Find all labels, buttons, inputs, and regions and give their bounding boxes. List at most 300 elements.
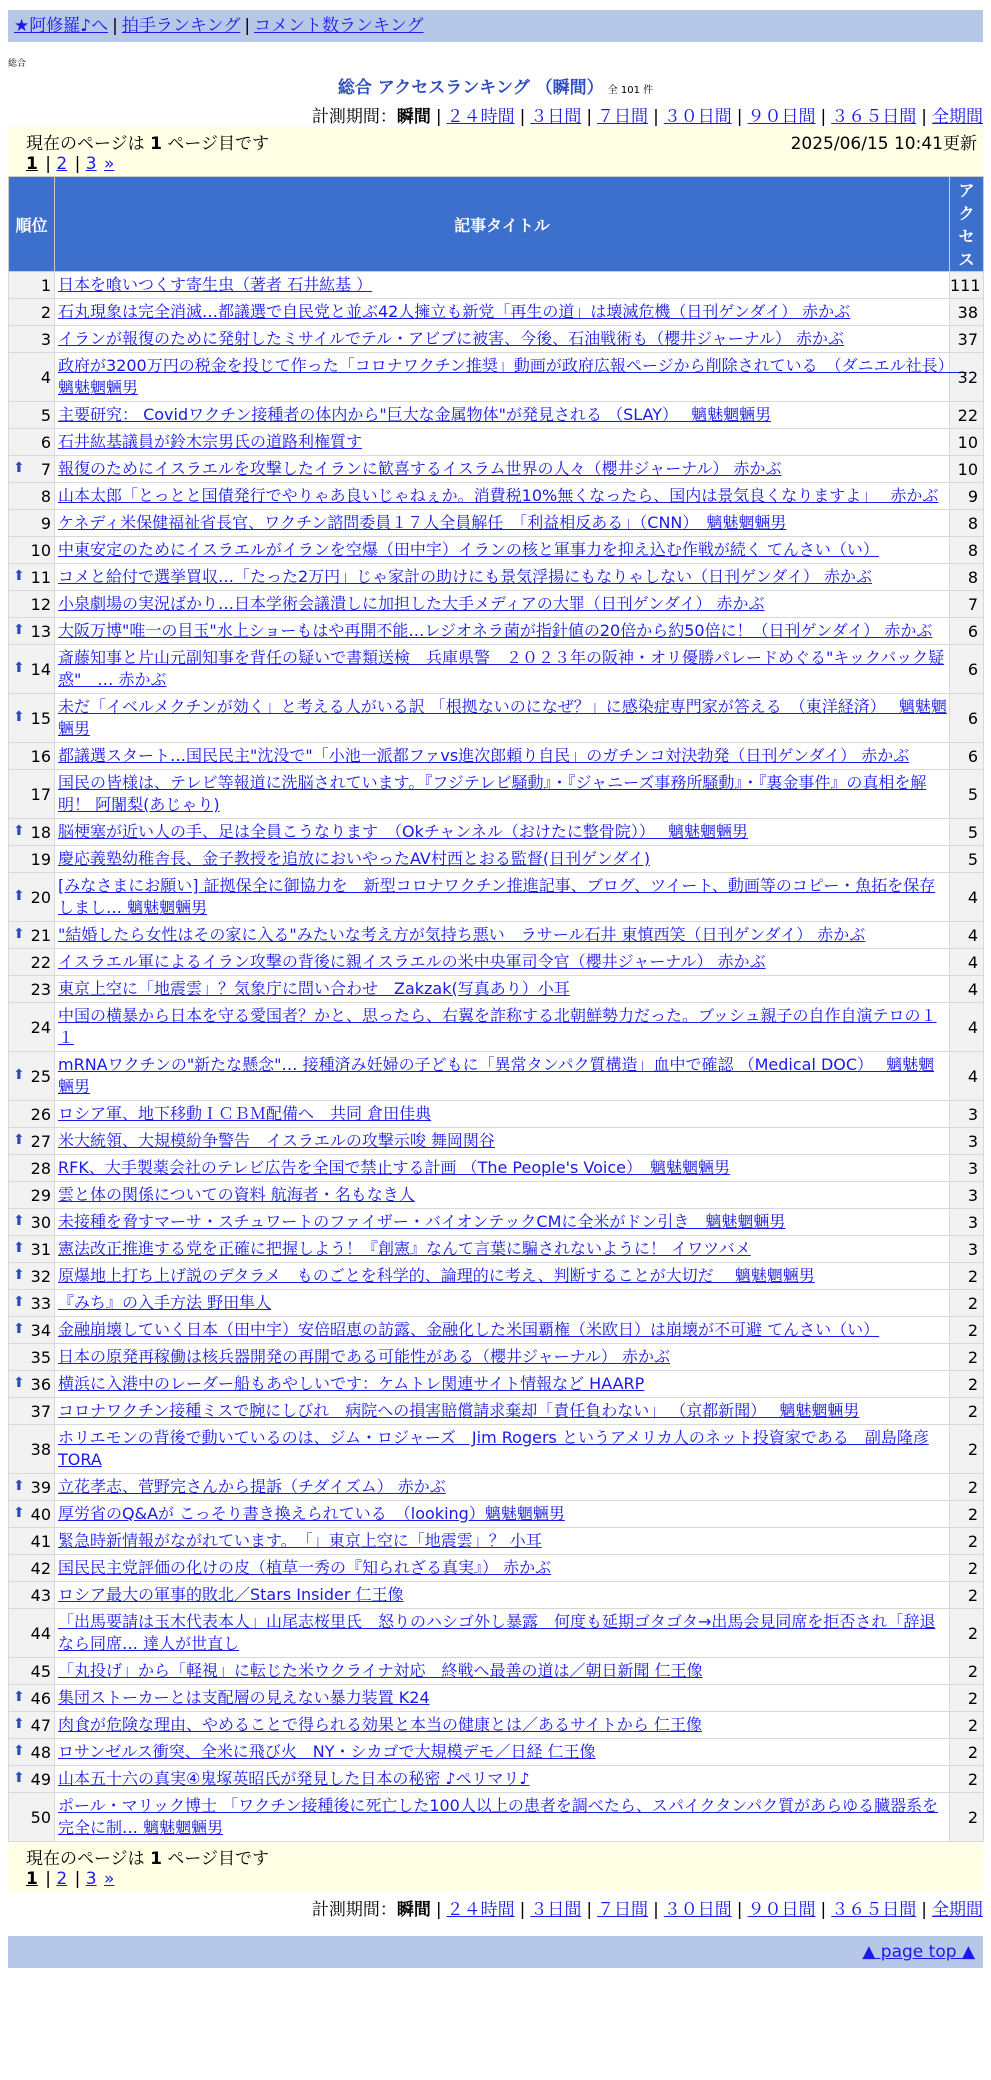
up-arrow-icon: ⬆ — [13, 708, 25, 725]
table-row — [9, 1371, 984, 1398]
article-link[interactable]: RFK、大手製薬会社のテレビ広告を全国で禁止する計画 （The People's Voice） 魑魅魍魎男 — [58, 1158, 730, 1177]
rank-number: 43 — [30, 1585, 51, 1605]
rank-number: 42 — [30, 1558, 51, 1578]
pagination-top — [8, 127, 983, 176]
access-cell: 3 — [950, 1128, 984, 1155]
up-arrow-icon: ⬆ — [13, 822, 25, 839]
period-option[interactable]: ３日間 — [530, 107, 582, 127]
article-link[interactable]: [みなさまにお願い] 証拠保全に御協力を 新型コロナワクチン推進記事、ブログ、ツイート、動画等のコピー・魚拓を保存しまし… 魑魅魍魎男 — [58, 876, 936, 917]
period-option[interactable]: ２４時間 — [446, 1900, 515, 1920]
rank-cell — [9, 1425, 55, 1474]
table-row — [9, 1052, 984, 1101]
access-cell: 38 — [950, 299, 984, 326]
rank-number: 18 — [30, 822, 51, 842]
access-cell: 22 — [950, 402, 984, 429]
article-link[interactable]: 主要研究： Covidワクチン接種者の体内から"巨大な金属物体"が発見される （SLAY） 魑魅魍魎男 — [58, 405, 772, 424]
rank-number: 25 — [30, 1066, 51, 1086]
rank-number: 9 — [40, 513, 51, 533]
title-cell — [55, 1209, 950, 1236]
rank-cell — [9, 1582, 55, 1609]
rank-number: 35 — [30, 1347, 51, 1367]
table-row — [9, 429, 984, 456]
article-link[interactable]: 石丸現象は完全消滅…都議選で自民党と並ぶ42人擁立も新党「再生の道」は壊滅危機（日刊ゲンダイ） 赤かぶ — [58, 302, 851, 321]
page-info — [26, 129, 269, 154]
table-row — [9, 819, 984, 846]
rank-number: 45 — [30, 1661, 51, 1681]
up-arrow-icon: ⬆ — [13, 1212, 25, 1229]
article-link[interactable]: 日本を喰いつくす寄生虫（著者 石井紘基 ） — [58, 275, 373, 294]
access-cell: 4 — [950, 976, 984, 1003]
table-row — [9, 1182, 984, 1209]
title-cell — [55, 1371, 950, 1398]
rank-number: 44 — [30, 1623, 51, 1643]
period-option[interactable]: 全期間 — [932, 1900, 983, 1920]
article-link[interactable]: 斎藤知事と片山元副知事を背任の疑いで書類送検 兵庫県警 ２０２３年の阪神・オリ優勝パレードめぐる"キックバック疑惑" … 赤かぶ — [58, 648, 945, 689]
rank-number: 49 — [30, 1769, 51, 1789]
period-option[interactable]: 全期間 — [932, 107, 983, 127]
page-info-row — [26, 1844, 977, 1869]
period-selector-bottom — [8, 1895, 983, 1920]
title-cell — [55, 819, 950, 846]
access-cell: 5 — [950, 846, 984, 873]
table-row — [9, 326, 984, 353]
period-option[interactable]: ７日間 — [597, 1900, 649, 1920]
rank-cell — [9, 1344, 55, 1371]
rank-cell — [9, 1317, 55, 1344]
title-cell — [55, 1474, 950, 1501]
table-row — [9, 1209, 984, 1236]
access-cell: 6 — [950, 618, 984, 645]
table-row — [9, 510, 984, 537]
article-link[interactable]: ロサンゼルス衝突、全米に飛び火 NY・シカゴで大規模デモ／日経 仁王像 — [58, 1742, 596, 1761]
article-link[interactable]: 山本太郎「とっとと国債発行でやりゃあ良いじゃねぇか。消費税10%無くなったら、国内は景気良くなりますよ」 赤かぶ — [58, 486, 939, 505]
separator: | — [653, 107, 659, 127]
comment-ranking-link[interactable]: コメント数ランキング — [254, 16, 424, 36]
title-cell — [55, 1739, 950, 1766]
table-row — [9, 1128, 984, 1155]
up-arrow-icon: ⬆ — [13, 1742, 25, 1759]
article-link[interactable]: 都議選スタート…国民民主"沈没で"「小池一派都ファvs進次郎頼り自民」のガチンコ対決勃発（日刊ゲンダイ） 赤かぶ — [58, 746, 910, 765]
title-cell — [55, 537, 950, 564]
rank-number: 23 — [30, 979, 51, 999]
period-option[interactable]: ３０日間 — [663, 1900, 732, 1920]
table-row — [9, 1685, 984, 1712]
access-cell: 2 — [950, 1712, 984, 1739]
rank-cell — [9, 299, 55, 326]
rank-cell — [9, 846, 55, 873]
article-link[interactable]: 「出馬要請は玉木代表本人」山尾志桜里氏 怒りのハシゴ外し暴露 何度も延期ゴタゴタ→出馬会見同席を拒否され「辞退なら同席… 達人が世直し — [58, 1612, 936, 1653]
title-cell — [55, 1501, 950, 1528]
rank-number: 32 — [30, 1266, 51, 1286]
title-text: 総合 アクセスランキング （瞬間） — [337, 78, 604, 98]
table-row — [9, 1739, 984, 1766]
access-cell: 2 — [950, 1555, 984, 1582]
article-link[interactable]: 山本五十六の真実④鬼塚英昭氏が発見した日本の秘密 ♪ペリマリ♪ — [58, 1769, 530, 1788]
page-link[interactable]: 3 — [85, 1869, 97, 1889]
article-link[interactable]: 原爆地上打ち上げ説のデタラメ ものごとを科学的、論理的に考え、判断することが大切だ 魑魅魍魎男 — [58, 1266, 815, 1285]
article-link[interactable]: ケネディ米保健福祉省長官、ワクチン諮問委員１７人全員解任 「利益相反ある」（CNN） 魑魅魍魎男 — [58, 513, 787, 532]
title-cell — [55, 1290, 950, 1317]
access-cell: 8 — [950, 510, 984, 537]
table-row — [9, 353, 984, 402]
separator: | — [435, 107, 442, 127]
page-info-current: 1 — [150, 134, 162, 154]
rank-cell — [9, 1739, 55, 1766]
period-label: 計測期間： — [311, 1900, 397, 1920]
separator: | — [921, 1900, 927, 1920]
title-cell — [55, 1052, 950, 1101]
access-cell: 32 — [950, 353, 984, 402]
title-cell — [55, 873, 950, 922]
article-link[interactable]: 「丸投げ」から「軽視」に転じた米ウクライナ対応 終戦へ最善の道は／朝日新聞 仁王像 — [58, 1661, 703, 1680]
article-link[interactable]: 雲と体の関係についての資料 航海者・名もなき人 — [58, 1185, 415, 1204]
separator: | — [586, 107, 593, 127]
rank-number: 27 — [30, 1131, 51, 1151]
clap-ranking-link[interactable]: 拍手ランキング — [121, 16, 241, 36]
table-row — [9, 949, 984, 976]
up-arrow-icon: ⬆ — [13, 1293, 25, 1310]
rank-number: 41 — [30, 1531, 51, 1551]
rank-number: 17 — [30, 784, 51, 804]
table-row — [9, 564, 984, 591]
access-cell: 2 — [950, 1398, 984, 1425]
article-link[interactable]: イランが報復のために発射したミサイルでテル・アビブに被害、今後、石油戦術も（櫻井ジャーナル） 赤かぶ — [58, 329, 845, 348]
separator: | — [586, 1900, 593, 1920]
page-links — [26, 1869, 977, 1889]
period-option[interactable]: ３０日間 — [663, 107, 732, 127]
access-cell: 6 — [950, 645, 984, 694]
page-info-before: 現在のページは — [26, 134, 151, 154]
title-cell — [55, 402, 950, 429]
title-cell — [55, 743, 950, 770]
article-link[interactable]: コメと給付で選挙買収…「たった2万円」じゃ家計の助けにも景気浮揚にもなりゃしない（日刊ゲンダイ） 赤かぶ — [58, 567, 872, 586]
rank-cell — [9, 743, 55, 770]
article-link[interactable]: ホリエモンの背後で動いているのは、ジム・ロジャーズ Jim Rogers というアメリカ人のネット投資家である 副島隆彦 TORA — [58, 1428, 929, 1469]
title-cell — [55, 1528, 950, 1555]
table-row — [9, 645, 984, 694]
separator: | — [519, 1900, 526, 1920]
article-link[interactable]: 政府が3200万円の税金を投じて作った「コロナワクチン推奨」動画が政府広報ページから削除されている （ダニエル社長） 魑魅魍魎男 — [58, 356, 967, 397]
article-link[interactable]: 金融崩壊していく日本（田中宇）安倍昭恵の訪露、金融化した米国覇権（米欧日）は崩壊が不可避 てんさい（い） — [58, 1320, 880, 1339]
separator: | — [39, 154, 57, 174]
page-top-link[interactable]: ▲ page top ▲ — [862, 1942, 975, 1962]
rank-cell — [9, 770, 55, 819]
rank-number: 4 — [40, 367, 51, 387]
title-cell — [55, 1344, 950, 1371]
rank-number: 1 — [40, 275, 51, 295]
access-cell: 3 — [950, 1155, 984, 1182]
separator: | — [820, 1900, 827, 1920]
rank-cell — [9, 402, 55, 429]
title-cell — [55, 1317, 950, 1344]
rank-cell — [9, 1501, 55, 1528]
title-cell — [55, 1236, 950, 1263]
title-cell — [55, 510, 950, 537]
rank-number: 3 — [40, 329, 51, 349]
access-cell: 2 — [950, 1317, 984, 1344]
article-link[interactable]: 横浜に入港中のレーダー船もあやしいです：ケムトレ関連サイト情報など HAARP — [58, 1374, 645, 1393]
period-option[interactable]: ３日間 — [530, 1900, 582, 1920]
rank-cell — [9, 353, 55, 402]
separator: | — [69, 1869, 86, 1889]
article-link[interactable]: 石井紘基議員が鈴木宗男氏の道路利権質す — [58, 432, 363, 451]
separator: | — [435, 1900, 442, 1920]
article-link[interactable]: イスラエル軍によるイラン攻撃の背後に親イスラエルの米中央軍司令官（櫻井ジャーナル） 赤かぶ — [58, 952, 766, 971]
rank-cell — [9, 1290, 55, 1317]
table-row — [9, 402, 984, 429]
article-link[interactable]: 報復のためにイスラエルを攻撃したイランに歓喜するイスラム世界の人々（櫻井ジャーナル） 赤かぶ — [58, 459, 782, 478]
title-cell — [55, 326, 950, 353]
article-link[interactable]: 中東安定のためにイスラエルがイランを空爆（田中宇）イランの核と軍事力を抑え込む作戦が続く てんさい（い） — [58, 540, 879, 559]
rank-cell — [9, 1182, 55, 1209]
period-option[interactable]: ３６５日間 — [831, 107, 917, 127]
article-link[interactable]: 小泉劇場の実況ばかり…日本学術会議潰しに加担した大手メディアの大罪（日刊ゲンダイ） 赤かぶ — [58, 594, 765, 613]
rank-cell — [9, 618, 55, 645]
table-row — [9, 846, 984, 873]
rank-cell — [9, 1052, 55, 1101]
table-row — [9, 1101, 984, 1128]
rank-number: 20 — [30, 887, 51, 907]
article-link[interactable]: ポール・マリック博士 「ワクチン接種後に死亡した100人以上の患者を調べたら、スパイクタンパク質があらゆる臓器系を完全に制… 魑魅魍魎男 — [58, 1796, 939, 1837]
page-info-after: ページ目です — [161, 134, 269, 154]
article-link[interactable]: 国民民主党評価の化けの皮（植草一秀の『知られざる真実』） 赤かぶ — [58, 1558, 552, 1577]
pagination-bottom — [8, 1842, 983, 1891]
access-cell: 5 — [950, 819, 984, 846]
article-link[interactable]: 憲法改正推進する党を正確に把握しよう！『創憲』なんて言葉に騙されないように！ イワツバメ — [58, 1239, 751, 1258]
rank-number: 40 — [30, 1504, 51, 1524]
rank-cell — [9, 483, 55, 510]
access-cell: 4 — [950, 949, 984, 976]
title-cell — [55, 922, 950, 949]
table-row — [9, 1263, 984, 1290]
rank-cell — [9, 922, 55, 949]
rank-cell — [9, 326, 55, 353]
table-row — [9, 1528, 984, 1555]
access-cell: 8 — [950, 537, 984, 564]
table-row — [9, 1236, 984, 1263]
article-link[interactable]: 立花孝志、菅野完さんから提訴（チダイズム） 赤かぶ — [58, 1477, 446, 1496]
rank-number: 36 — [30, 1374, 51, 1394]
category-label: 総合 — [8, 59, 27, 69]
rank-cell — [9, 1371, 55, 1398]
rank-number: 37 — [30, 1401, 51, 1421]
next-page-link[interactable]: » — [104, 1869, 115, 1889]
up-arrow-icon: ⬆ — [13, 1688, 25, 1705]
article-link[interactable]: 『みち』の入手方法 野田隼人 — [58, 1293, 272, 1312]
rank-cell — [9, 1209, 55, 1236]
rank-number: 48 — [30, 1742, 51, 1762]
access-cell: 4 — [950, 1003, 984, 1052]
separator: | — [39, 1869, 57, 1889]
page-info-current: 1 — [150, 1849, 162, 1869]
rank-cell — [9, 591, 55, 618]
article-link[interactable]: 東京上空に「地震雲」？気象庁に問い合わせ Zakzak(写真あり）小耳 — [58, 979, 570, 998]
table-row — [9, 1474, 984, 1501]
period-option[interactable]: ３６５日間 — [831, 1900, 917, 1920]
page-info-before: 現在のページは — [26, 1849, 151, 1869]
access-cell: 2 — [950, 1371, 984, 1398]
up-arrow-icon: ⬆ — [13, 659, 25, 676]
period-current: 瞬間 — [396, 1900, 431, 1920]
title-cell — [55, 618, 950, 645]
access-cell: 2 — [950, 1425, 984, 1474]
separator: | — [921, 107, 927, 127]
access-cell: 4 — [950, 922, 984, 949]
title-cell — [55, 1003, 950, 1052]
rank-number: 38 — [30, 1439, 51, 1459]
title-cell — [55, 1101, 950, 1128]
article-link[interactable]: 中国の横暴から日本を守る愛国者？かと、思ったら、右翼を詐称する北朝鮮勢力だった。ブッシュ親子の自作自演テロの１１ — [58, 1006, 937, 1047]
access-cell: 2 — [950, 1793, 984, 1842]
title-cell — [55, 846, 950, 873]
rank-number: 31 — [30, 1239, 51, 1259]
title-cell — [55, 1425, 950, 1474]
title-cell — [55, 353, 967, 402]
title-cell — [55, 1155, 950, 1182]
rank-cell — [9, 564, 55, 591]
rank-number: 13 — [30, 621, 51, 641]
page-info-row — [26, 129, 977, 154]
title-cell — [55, 645, 950, 694]
access-cell: 4 — [950, 873, 984, 922]
access-cell: 37 — [950, 326, 984, 353]
table-row — [9, 1501, 984, 1528]
access-cell: 2 — [950, 1739, 984, 1766]
table-row — [9, 1344, 984, 1371]
article-link[interactable]: "結婚したら女性はその家に入る"みたいな考え方が気持ち悪い ラサール石井 東慎西笑（日刊ゲンダイ） 赤かぶ — [58, 925, 866, 944]
rank-number: 10 — [30, 540, 51, 560]
rank-number: 30 — [30, 1212, 51, 1232]
table-row — [9, 1793, 984, 1842]
up-arrow-icon: ⬆ — [13, 1715, 25, 1732]
up-arrow-icon: ⬆ — [13, 1504, 25, 1521]
access-cell: 10 — [950, 456, 984, 483]
rank-number: 16 — [30, 746, 51, 766]
title-cell — [55, 1793, 950, 1842]
article-link[interactable]: コロナワクチン接種ミスで腕にしびれ 病院への損害賠償請求棄却「責任負わない」 （京都新聞） 魑魅魍魎男 — [58, 1401, 860, 1420]
ranking-body — [9, 272, 984, 1842]
access-cell: 6 — [950, 694, 984, 743]
rank-number: 24 — [30, 1017, 51, 1037]
top-nav: ★阿修羅♪へ | 拍手ランキング | コメント数ランキング — [8, 10, 983, 42]
article-link[interactable]: 肉食が危険な理由、やめることで得られる効果と本当の健康とは／あるサイトから 仁王像 — [58, 1715, 702, 1734]
title-cell — [55, 1766, 950, 1793]
rank-cell — [9, 873, 55, 922]
period-selector-top — [8, 102, 983, 127]
article-link[interactable]: 大阪万博"唯一の目玉"水上ショーもはや再開不能…レジオネラ菌が指針値の20倍から約50倍に！（日刊ゲンダイ） 赤かぶ — [58, 621, 933, 640]
rank-number: 12 — [30, 594, 51, 614]
article-link[interactable]: mRNAワクチンの"新たな懸念"… 接種済み妊婦の子どもに「異常タンパク質構造」血中で確認 （Medical DOC） 魑魅魍魎男 — [58, 1055, 935, 1096]
access-cell: 8 — [950, 564, 984, 591]
period-option[interactable]: ７日間 — [597, 107, 649, 127]
table-row — [9, 873, 984, 922]
period-label: 計測期間： — [311, 107, 397, 127]
up-arrow-icon: ⬆ — [13, 567, 25, 584]
page-link[interactable]: 2 — [56, 1869, 68, 1889]
article-link[interactable]: 厚労省のQ&Aが こっそり書き換えられている （looking）魑魅魍魎男 — [58, 1504, 565, 1523]
period-option[interactable]: ９０日間 — [747, 1900, 816, 1920]
access-cell: 2 — [950, 1609, 984, 1658]
article-link[interactable]: 未だ「イベルメクチンが効く」と考える人がいる訳 「根拠ないのになぜ？」に感染症専門家が答える （東洋経済） 魑魅魍魎男 — [58, 697, 947, 738]
access-cell: 2 — [950, 1658, 984, 1685]
table-row — [9, 976, 984, 1003]
access-cell: 2 — [950, 1501, 984, 1528]
access-cell: 7 — [950, 591, 984, 618]
rank-cell — [9, 976, 55, 1003]
page-link[interactable]: 2 — [56, 154, 68, 174]
title-cell — [55, 1128, 950, 1155]
rank-header: 順位 — [9, 177, 55, 272]
access-cell: 10 — [950, 429, 984, 456]
table-row — [9, 1766, 984, 1793]
access-cell: 2 — [950, 1474, 984, 1501]
rank-number: 2 — [40, 302, 51, 322]
page-link[interactable]: 3 — [85, 154, 97, 174]
separator: | — [736, 107, 743, 127]
rank-cell — [9, 1555, 55, 1582]
table-row — [9, 1290, 984, 1317]
next-page-link[interactable]: » — [104, 154, 115, 174]
rank-number: 14 — [30, 659, 51, 679]
access-cell: 3 — [950, 1236, 984, 1263]
article-link[interactable]: 米大統領、大規模紛争警告 イスラエルの攻撃示唆 舞岡関谷 — [58, 1131, 495, 1150]
access-cell: 2 — [950, 1290, 984, 1317]
rank-cell — [9, 949, 55, 976]
table-row — [9, 1582, 984, 1609]
article-link[interactable]: 緊急時新情報がながれています。 「」東京上空に「地震雲」？ 小耳 — [58, 1531, 542, 1550]
up-arrow-icon: ⬆ — [13, 1374, 25, 1391]
title-cell — [55, 949, 950, 976]
period-option[interactable]: ２４時間 — [446, 107, 515, 127]
table-row — [9, 694, 984, 743]
rank-cell — [9, 1685, 55, 1712]
table-row — [9, 1712, 984, 1739]
article-link[interactable]: 未接種を脅すマーサ・スチュワートのファイザー・バイオンテックCMに全米がドン引き 魑魅魍魎男 — [58, 1212, 786, 1231]
access-cell: 3 — [950, 1209, 984, 1236]
access-cell: 2 — [950, 1766, 984, 1793]
table-row — [9, 1317, 984, 1344]
title-cell — [55, 299, 950, 326]
article-link[interactable]: 国民の皆様は、テレビ等報道に洗脳されています。『フジテレビ騒動』・『ジャニーズ事務所騒動』・『裏金事件』の真相を解明！ 阿闍梨(あじゃり) — [58, 773, 927, 814]
title-cell — [55, 429, 950, 456]
up-arrow-icon: ⬆ — [13, 887, 25, 904]
page-current-number: 1 — [26, 154, 38, 174]
article-link[interactable]: ロシア軍、地下移動ＩＣＢＭ配備へ 共同 倉田佳典 — [58, 1104, 432, 1123]
article-link[interactable]: 集団ストーカーとは支配層の見えない暴力装置 K24 — [58, 1688, 430, 1707]
table-row — [9, 743, 984, 770]
access-cell: 2 — [950, 1685, 984, 1712]
title-cell — [55, 1398, 950, 1425]
period-option[interactable]: ９０日間 — [747, 107, 816, 127]
up-arrow-icon: ⬆ — [13, 925, 25, 942]
article-link[interactable]: ロシア最大の軍事的敗北／Stars Insider 仁王像 — [58, 1585, 404, 1604]
rank-cell — [9, 1474, 55, 1501]
page-info-after: ページ目です — [161, 1849, 269, 1869]
period-current: 瞬間 — [396, 107, 431, 127]
home-link[interactable]: ★阿修羅♪へ — [14, 16, 109, 36]
article-link[interactable]: 脳梗塞が近い人の手、足は全員こうなります （Okチャンネル（おけたに整骨院）） 魑魅魍魎男 — [58, 822, 748, 841]
access-header: アクセス — [950, 177, 984, 272]
table-row — [9, 1425, 984, 1474]
ranking-table — [8, 176, 984, 1842]
article-link[interactable]: 日本の原発再稼働は核兵器開発の再開である可能性がある（櫻井ジャーナル） 赤かぶ — [58, 1347, 670, 1366]
article-link[interactable]: 慶応義塾幼稚舎長、金子教授を追放においやったAV村西とおる監督(日刊ゲンダイ) — [58, 849, 651, 868]
rank-cell — [9, 1263, 55, 1290]
rank-number: 7 — [40, 459, 51, 479]
rank-number: 50 — [30, 1807, 51, 1827]
table-row — [9, 272, 984, 299]
table-row — [9, 1609, 984, 1658]
